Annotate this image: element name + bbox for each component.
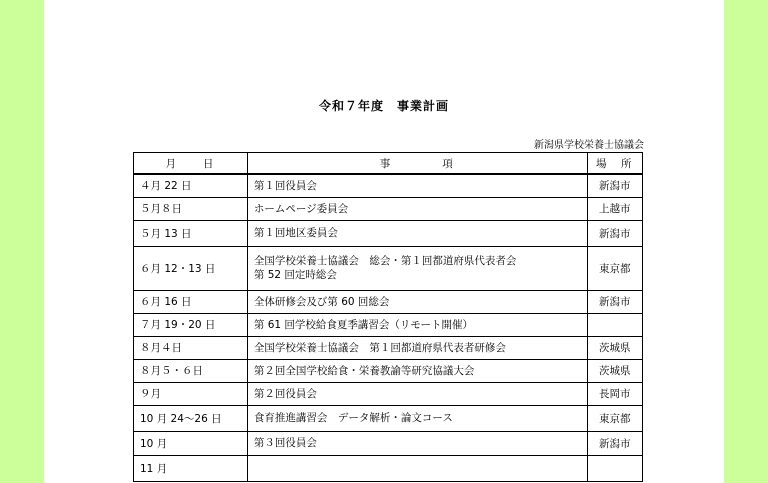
row-event-line: 第１回地区委員会 [253,227,338,239]
row-event [247,313,587,336]
row-event [247,246,587,290]
row-event [247,405,587,431]
row-event [247,336,587,359]
row-event [247,174,587,197]
row-event [247,220,587,246]
table-row [134,174,643,197]
row-event [247,197,587,220]
table-row [134,220,643,246]
row-date: 10 月 24～26 日 [134,405,248,431]
row-date: ８月４日 [134,336,248,359]
row-event-line: 第２回全国学校給食・栄養教諭等研究協議大会 [253,364,475,377]
row-event [247,455,587,481]
row-place: 東京都 [587,246,642,290]
table-header-row [134,153,643,175]
row-place: 茨城県 [587,336,642,359]
table-row [134,431,643,455]
row-place: 上越市 [587,197,642,220]
table-row [134,405,643,431]
row-event [247,431,587,455]
row-date: ７月 19・20 日 [134,313,248,336]
row-place: 東京都 [587,405,642,431]
row-event-line: 第 61 回学校給食夏季講習会（リモート開催） [253,318,474,331]
table-row [134,455,643,481]
schedule-table [133,152,643,482]
schedule-body [134,174,643,481]
row-event-line: 第３回役員会 [253,437,317,449]
row-date: ４月 22 日 [134,174,248,197]
row-event-line: 全国学校栄養士協議会 総会・第１回都道府県代表者会 [253,255,517,267]
row-date: ６月 16 日 [134,290,248,313]
table-row [134,246,643,290]
row-date: 11 月 [134,455,248,481]
row-place: 茨城県 [587,359,642,382]
row-place: 新潟市 [587,174,642,197]
header-place: 場 所 [587,153,642,175]
table-row [134,197,643,220]
header-event: 事 項 [247,153,587,175]
row-event-line: ホームページ委員会 [253,202,349,215]
document-title: 令和７年度 事業計画 [318,99,449,113]
row-place [587,313,642,336]
table-row [134,359,643,382]
row-place: 新潟市 [587,290,642,313]
row-date: ８月５・６日 [134,359,248,382]
document-page [44,0,724,483]
row-event-line: 全体研修会及び第 60 回総会 [253,295,390,308]
table-row [134,382,643,405]
table-row [134,290,643,313]
organization-name: 新潟県学校栄養士協議会 [534,140,644,151]
row-date: ５月８日 [134,197,248,220]
row-date: ５月 13 日 [134,220,248,246]
row-event-line: 第２回役員会 [253,387,317,400]
table-row [134,336,643,359]
row-event-line: 食育推進講習会 データ解析・論文コース [253,412,453,424]
row-place: 長岡市 [587,382,642,405]
row-event [247,290,587,313]
row-place: 新潟市 [587,220,642,246]
table-row [134,313,643,336]
row-event [247,359,587,382]
row-place [587,455,642,481]
row-event-line: 第１回役員会 [253,179,317,192]
row-date: ９月 [134,382,248,405]
row-event-line: 全国学校栄養士協議会 第１回都道府県代表者研修会 [253,341,506,354]
row-date: ６月 12・13 日 [134,246,248,290]
row-event-line: 第 52 回定時総会 [253,269,337,281]
row-date: 10 月 [134,431,248,455]
header-date: 月 日 [134,153,248,175]
row-event [247,382,587,405]
row-place: 新潟市 [587,431,642,455]
